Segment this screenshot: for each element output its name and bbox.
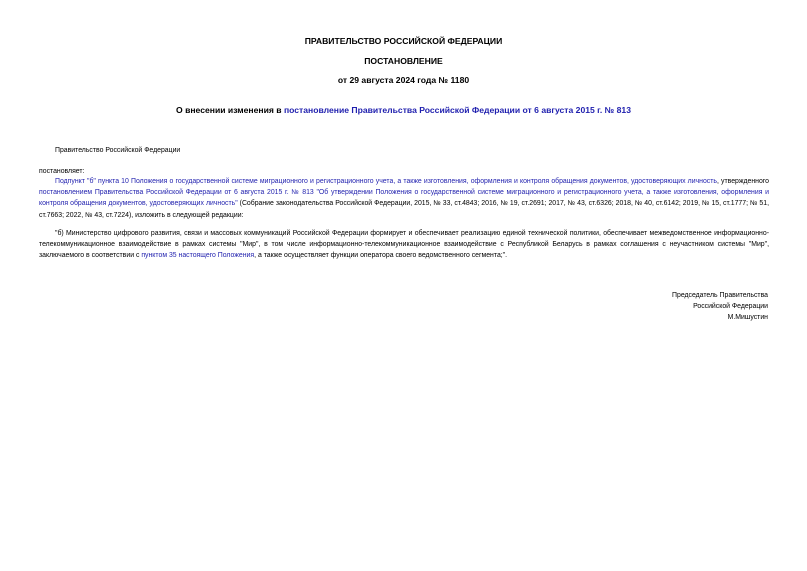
decrees-text: постановляет: <box>39 168 85 175</box>
clause-35-link[interactable]: пунктом 35 настоящего Положения <box>141 252 255 260</box>
paragraph-text: , а также осуществляет функции оператора своего ведомственного сегмента;". <box>254 252 508 260</box>
paragraph-new-wording <box>39 228 769 262</box>
title-link[interactable]: постановление Правительства Российской Федерации от 6 августа 2015 г. № 813 <box>283 105 631 115</box>
signature-title-line2: Российской Федерации <box>693 303 768 310</box>
paragraph-text: "б) Министерство цифрового развития, связи и массовых коммуникаций Российской Федерации формирует и обеспечивает реализацию единой технической политики, обеспечивает межведомственное информационно-телекоммуникационное взаимодействие в рамках системы "Мир", в том числе информационно-телекоммуникационное взаимодействие с Республикой Беларусь в рамках соглашения с неучастником системы "Мир", заключаемого в соответствии с <box>39 230 769 260</box>
government-heading: ПРАВИТЕЛЬСТВО РОССИЙСКОЙ ФЕДЕРАЦИИ <box>304 36 503 46</box>
document-type-heading: ПОСТАНОВЛЕНИЕ <box>364 56 443 66</box>
paragraph-text: , утвержденного <box>716 178 769 185</box>
subparagraph-link[interactable]: Подпункт "б" пункта 10 Положения о государственной системе миграционного и регистрационного учета, а также изготовления, оформления и контроля обращения документов, удостоверяющих личность <box>55 178 717 185</box>
paragraph-text: (Собрание законодательства Российской Федерации, 2015, № 33, ст.4843; 2016, № 19, ст.2691; 2017, № 43, ст.6326; 2018, № 40, ст.6142; 2019, № 15, ст.1777; № 51, ст.7663; 2022, № 43, ст.7224), изложить в следующей редакции: <box>39 200 769 219</box>
signature-name: М.Мишустин <box>727 314 768 321</box>
signature-title-line1: Председатель Правительства <box>672 292 768 299</box>
paragraph-amendment <box>39 176 769 221</box>
resolution-link[interactable]: постановлением Правительства Российской Федерации от 6 августа 2015 г. № 813 "Об утверждении Положения о государственной системе миграционного и регистрационного учета, а также изготовления, оформления и контроля обращения документов, удостоверяющих личность" <box>39 189 769 208</box>
document-title <box>0 105 807 116</box>
title-prefix: О внесении изменения в <box>176 105 284 115</box>
date-number-heading: от 29 августа 2024 года № 1180 <box>337 75 470 85</box>
intro-text: Правительство Российской Федерации <box>55 147 181 154</box>
